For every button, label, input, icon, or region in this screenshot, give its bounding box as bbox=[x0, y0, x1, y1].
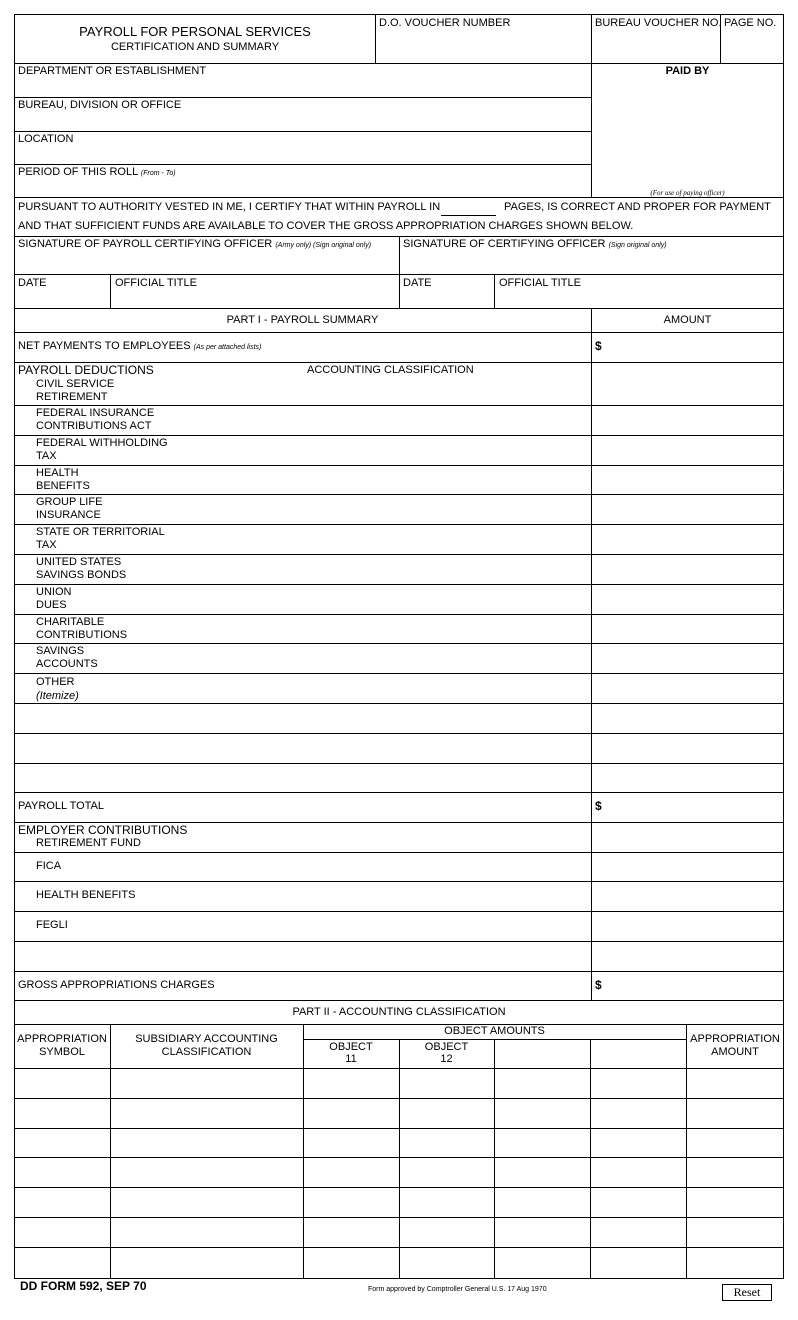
deduction-item-label: TAX bbox=[36, 539, 57, 551]
deduction-item-label: SAVINGS bbox=[36, 645, 85, 657]
other-note: (Itemize) bbox=[36, 690, 79, 702]
net-payments-dollar: $ bbox=[595, 339, 602, 353]
sig-certifying-label: SIGNATURE OF CERTIFYING OFFICER (Sign original only) bbox=[403, 238, 667, 250]
divider bbox=[14, 733, 784, 734]
deduction-item-label: CHARITABLE bbox=[36, 616, 105, 628]
title1-label: OFFICIAL TITLE bbox=[115, 277, 197, 289]
net-payments-label: NET PAYMENTS TO EMPLOYEES (As per attached lists) bbox=[18, 340, 262, 352]
divider bbox=[14, 1217, 784, 1218]
approp-symbol-label-2: SYMBOL bbox=[39, 1046, 85, 1058]
deduction-item-label: INSURANCE bbox=[36, 509, 101, 521]
divider bbox=[14, 494, 784, 495]
deduction-item-label: UNION bbox=[36, 586, 72, 598]
deduction-item-label: CONTRIBUTIONS ACT bbox=[36, 420, 152, 432]
location-label: LOCATION bbox=[18, 133, 74, 145]
approval-note: Form approved by Comptroller General U.S. 17 Aug 1970 bbox=[368, 1286, 547, 1293]
health-benefits-label: HEALTH BENEFITS bbox=[36, 889, 136, 901]
divider bbox=[14, 911, 784, 912]
divider bbox=[110, 274, 111, 308]
divider bbox=[720, 14, 721, 64]
divider bbox=[14, 1068, 784, 1069]
part1-heading: PART I - PAYROLL SUMMARY bbox=[226, 314, 379, 326]
cert-line1b: PAGES, IS CORRECT AND PROPER FOR PAYMENT bbox=[504, 201, 771, 213]
deduction-item-label: RETIREMENT bbox=[36, 391, 108, 403]
date2-label: DATE bbox=[403, 277, 432, 289]
paid-by-label: PAID BY bbox=[665, 65, 710, 77]
divider bbox=[399, 236, 400, 308]
paying-officer-note: (For use of paying officer) bbox=[650, 189, 725, 197]
object11-label-2: 11 bbox=[345, 1053, 357, 1065]
deduction-item-label: SAVINGS BONDS bbox=[36, 569, 127, 581]
divider bbox=[494, 274, 495, 308]
divider bbox=[590, 1039, 591, 1279]
employer-contrib-heading: EMPLOYER CONTRIBUTIONS bbox=[18, 823, 188, 837]
divider bbox=[14, 703, 784, 704]
form-title: PAYROLL FOR PERSONAL SERVICES bbox=[79, 24, 311, 39]
deduction-item-label: CONTRIBUTIONS bbox=[36, 629, 128, 641]
divider bbox=[399, 1039, 400, 1279]
form-id: DD FORM 592, SEP 70 bbox=[20, 1279, 147, 1293]
title2-label: OFFICIAL TITLE bbox=[499, 277, 581, 289]
deduction-item-label: FEDERAL INSURANCE bbox=[36, 407, 155, 419]
object-amounts-label: OBJECT AMOUNTS bbox=[444, 1025, 545, 1037]
divider bbox=[14, 763, 784, 764]
divider bbox=[375, 14, 376, 64]
deduction-item-label: CIVIL SERVICE bbox=[36, 378, 115, 390]
divider bbox=[110, 1024, 111, 1279]
divider bbox=[14, 852, 784, 853]
amount-heading: AMOUNT bbox=[663, 314, 712, 326]
divider bbox=[14, 97, 591, 98]
period-label: PERIOD OF THIS ROLL (From - To) bbox=[18, 166, 176, 178]
amount-column-divider bbox=[591, 308, 592, 1001]
deduction-item-label: STATE OR TERRITORIAL bbox=[36, 526, 165, 538]
subsidiary-label-2: CLASSIFICATION bbox=[161, 1046, 252, 1058]
deduction-item-label: TAX bbox=[36, 450, 57, 462]
deductions-heading: PAYROLL DEDUCTIONS bbox=[18, 363, 154, 377]
bureau-voucher-label: BUREAU VOUCHER NO. bbox=[595, 17, 722, 29]
divider bbox=[591, 63, 592, 198]
object12-label-2: 12 bbox=[440, 1053, 453, 1065]
divider bbox=[14, 164, 591, 165]
divider bbox=[591, 14, 592, 64]
approp-symbol-label-1: APPROPRIATION bbox=[17, 1033, 107, 1045]
deduction-item-label: DUES bbox=[36, 599, 67, 611]
approp-amount-label-1: APPROPRIATION bbox=[690, 1033, 780, 1045]
divider bbox=[14, 792, 784, 793]
divider bbox=[14, 1000, 784, 1001]
object12-label-1: OBJECT bbox=[424, 1041, 469, 1053]
divider bbox=[14, 614, 784, 615]
other-label: OTHER bbox=[36, 676, 75, 688]
payroll-total-dollar: $ bbox=[595, 799, 602, 813]
divider bbox=[14, 881, 784, 882]
reset-button[interactable]: Reset bbox=[722, 1284, 772, 1301]
divider bbox=[494, 1039, 495, 1279]
divider bbox=[14, 274, 784, 275]
pages-blank[interactable] bbox=[441, 215, 496, 216]
divider bbox=[14, 131, 591, 132]
form-subtitle: CERTIFICATION AND SUMMARY bbox=[110, 41, 280, 53]
divider bbox=[14, 1247, 784, 1248]
date1-label: DATE bbox=[18, 277, 47, 289]
divider bbox=[14, 197, 784, 198]
divider bbox=[14, 308, 784, 309]
divider bbox=[14, 584, 784, 585]
department-label: DEPARTMENT OR ESTABLISHMENT bbox=[18, 65, 207, 77]
deduction-item-label: HEALTH bbox=[36, 467, 79, 479]
divider bbox=[14, 1128, 784, 1129]
deduction-item-label: UNITED STATES bbox=[36, 556, 122, 568]
retirement-fund-label: RETIREMENT FUND bbox=[36, 837, 141, 849]
cert-line1a: PURSUANT TO AUTHORITY VESTED IN ME, I CERTIFY THAT WITHIN PAYROLL IN bbox=[18, 201, 441, 213]
divider bbox=[14, 1098, 784, 1099]
deduction-item-label: GROUP LIFE bbox=[36, 496, 103, 508]
page-no-label: PAGE NO. bbox=[724, 17, 777, 29]
object11-label-1: OBJECT bbox=[329, 1041, 373, 1053]
divider bbox=[14, 405, 784, 406]
divider bbox=[686, 1024, 687, 1279]
divider bbox=[14, 63, 784, 64]
divider bbox=[14, 1187, 784, 1188]
divider bbox=[14, 1157, 784, 1158]
deduction-item-label: FEDERAL WITHHOLDING bbox=[36, 437, 168, 449]
fica-label: FICA bbox=[36, 860, 62, 872]
gross-dollar: $ bbox=[595, 978, 602, 992]
divider bbox=[14, 554, 784, 555]
divider bbox=[14, 332, 784, 333]
divider bbox=[14, 673, 784, 674]
do-voucher-label: D.O. VOUCHER NUMBER bbox=[379, 17, 511, 29]
part2-heading: PART II - ACCOUNTING CLASSIFICATION bbox=[292, 1006, 506, 1018]
fegli-label: FEGLI bbox=[36, 919, 68, 931]
accounting-classification-heading: ACCOUNTING CLASSIFICATION bbox=[307, 364, 474, 376]
bureau-label: BUREAU, DIVISION OR OFFICE bbox=[18, 99, 182, 111]
gross-label: GROSS APPROPRIATIONS CHARGES bbox=[18, 979, 215, 991]
sig-payroll-label: SIGNATURE OF PAYROLL CERTIFYING OFFICER (Army only) (Sign original only) bbox=[18, 238, 372, 250]
deduction-item-label: ACCOUNTS bbox=[36, 658, 98, 670]
divider bbox=[14, 465, 784, 466]
divider bbox=[14, 971, 784, 972]
subsidiary-label-1: SUBSIDIARY ACCOUNTING bbox=[135, 1033, 278, 1045]
payroll-total-label: PAYROLL TOTAL bbox=[18, 800, 104, 812]
divider bbox=[14, 941, 784, 942]
divider bbox=[303, 1039, 686, 1040]
divider bbox=[14, 435, 784, 436]
divider bbox=[14, 524, 784, 525]
approp-amount-label-2: AMOUNT bbox=[711, 1046, 759, 1058]
divider bbox=[14, 643, 784, 644]
cert-line2: AND THAT SUFFICIENT FUNDS ARE AVAILABLE TO COVER THE GROSS APPROPRIATION CHARGES SHOWN BELOW. bbox=[18, 220, 634, 232]
deduction-item-label: BENEFITS bbox=[36, 480, 90, 492]
